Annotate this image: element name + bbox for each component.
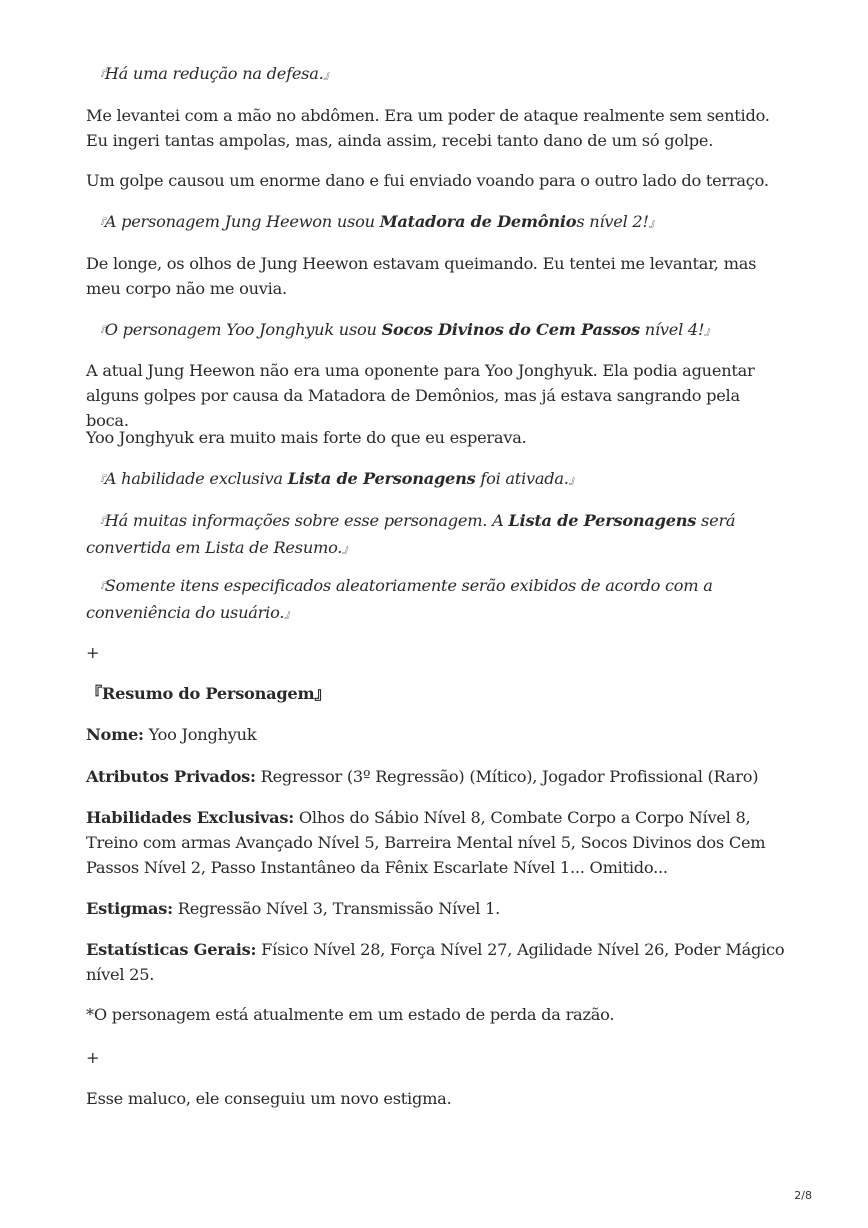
summary-name: Nome: Yoo Jonghyuk — [86, 725, 257, 744]
paragraph: Me levantei com a mão no abdômen. Era um poder de ataque realmente sem sentido. Eu ingeri tantas ampolas, mas, ainda assim, recebi tanto dano de um só golpe. — [86, 106, 770, 150]
paragraph: Yoo Jonghyuk era muito mais forte do que eu esperava. — [86, 428, 527, 447]
system-message: 『O personagem Yoo Jonghyuk usou Socos Divinos do Cem Passos nível 4!』 — [94, 320, 715, 339]
system-message: 『Somente itens especificados aleatoriamente serão exibidos de acordo com a conveniência do usuário.』 — [86, 576, 713, 622]
summary-stigmas: Estigmas: Regressão Nível 3, Transmissão Nível 1. — [86, 899, 501, 918]
system-message: 『Há muitas informações sobre esse personagem. A Lista de Personagens será convertida em Lista de Resumo.』 — [86, 511, 736, 557]
system-message: 『A personagem Jung Heewon usou Matadora de Demônios nível 2!』 — [94, 212, 660, 231]
system-message: 『Há uma redução na defesa.』 — [94, 64, 335, 83]
summary-note: *O personagem está atualmente em um estado de perda da razão. — [86, 1005, 615, 1024]
page-indicator: 2/8 — [794, 1189, 812, 1202]
summary-general-stats: Estatísticas Gerais: Físico Nível 28, Força Nível 27, Agilidade Nível 26, Poder Mágico nível 25. — [86, 940, 785, 984]
paragraph: Um golpe causou um enorme dano e fui enviado voando para o outro lado do terraço. — [86, 171, 769, 190]
separator: + — [86, 643, 100, 662]
paragraph: A atual Jung Heewon não era uma oponente para Yoo Jonghyuk. Ela podia aguentar alguns golpes por causa da Matadora de Demônios, mas já estava sangrando pela boca. — [86, 361, 755, 430]
summary-private-attributes: Atributos Privados: Regressor (3º Regressão) (Mítico), Jogador Profissional (Raro) — [86, 767, 759, 786]
summary-title: 『Resumo do Personagem』 — [86, 684, 331, 703]
summary-exclusive-skills: Habilidades Exclusivas: Olhos do Sábio Nível 8, Combate Corpo a Corpo Nível 8, Treino com armas Avançado Nível 5, Barreira Mental nível 5, Socos Divinos dos Cem Passos Nível 2, Passo Instantâneo da Fênix Escarlate Nível 1... Omitido... — [86, 808, 766, 877]
paragraph: De longe, os olhos de Jung Heewon estavam queimando. Eu tentei me levantar, mas meu corpo não me ouvia. — [86, 254, 757, 298]
separator: + — [86, 1048, 100, 1067]
system-message: 『A habilidade exclusiva Lista de Personagens foi ativada.』 — [94, 469, 580, 488]
paragraph: Esse maluco, ele conseguiu um novo estigma. — [86, 1089, 452, 1108]
